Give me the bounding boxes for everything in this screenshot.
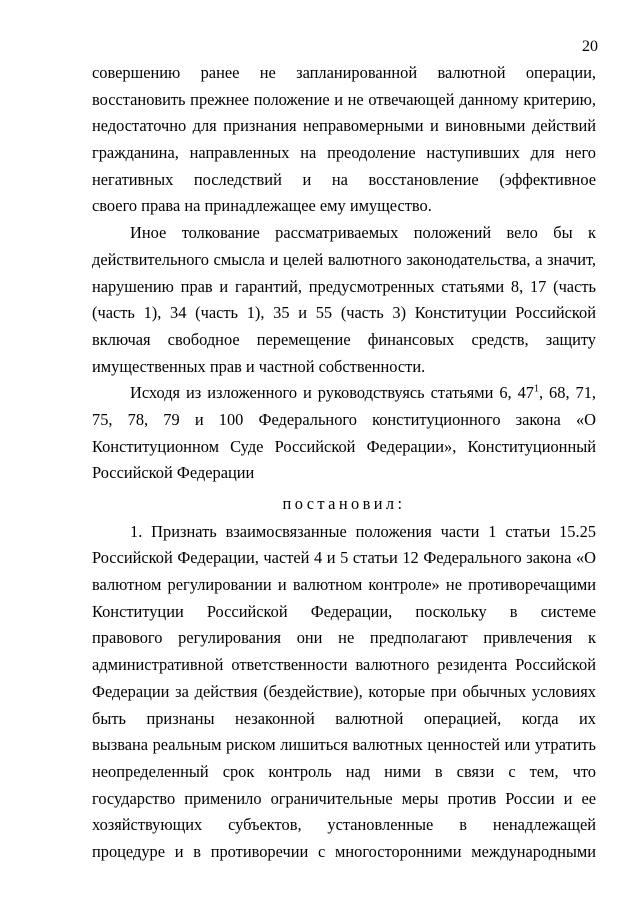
text-line: административной ответственности валютного резидента Российской	[92, 655, 596, 675]
text-line: своего права на принадлежащее ему имущество.	[92, 196, 432, 216]
text-line: валютном регулировании и валютном контроле» не противоречащими	[92, 575, 596, 595]
text-line: негативных последствий и на восстановление (эффективное	[92, 169, 596, 189]
text-line: недостаточно для признания неправомерными и виновными действий	[92, 116, 596, 136]
text-line: Конституции Российской Федерации, поскольку в системе	[92, 601, 596, 621]
text-line: имущественных прав и частной собственности.	[92, 356, 426, 376]
text-line: Российской Федерации, частей 4 и 5 статьи 12 Федерального закона «О	[92, 548, 596, 568]
text-line: действительного смысла и целей валютного законодательства, а значит,	[92, 249, 596, 269]
text-fragment: , 68, 71,	[539, 383, 596, 403]
text-line: быть признаны незаконной валютной операцией, когда их	[92, 708, 596, 728]
paragraph-basis	[92, 380, 596, 487]
text-line: (часть 1), 34 (часть 1), 35 и 55 (часть 3) Конституции Российской	[92, 303, 596, 323]
document-body	[92, 60, 596, 866]
text-line: процедуре и в противоречии с многосторонними международными	[92, 841, 596, 861]
text-line: Российской Федерации	[92, 463, 255, 483]
text-line: правового регулирования они не предполагают привлечения к	[92, 628, 596, 648]
text-line: восстановить прежнее положение и не отвечающей данному критерию,	[92, 89, 596, 109]
text-line: гражданина, направленных на преодоление наступивших для него	[92, 143, 596, 163]
text-line: Федерации за действия (бездействие), которые при обычных условиях	[92, 681, 596, 701]
text-line: включая свободное перемещение финансовых средств, защиту	[92, 329, 596, 349]
text-line: совершению ранее не запланированной валютной операции,	[92, 63, 596, 82]
text-line: 75, 78, 79 и 100 Федерального конституционного закона «О	[92, 409, 596, 429]
text-line: государство применило ограничительные меры против России и ее	[92, 788, 596, 808]
superscript: 1	[534, 383, 539, 395]
text-line	[92, 380, 596, 407]
text-line: Иное толкование рассматриваемых положений вело бы к	[130, 223, 596, 243]
text-line: хозяйствующих субъектов, установленные в ненадлежащей	[92, 815, 596, 835]
text-line: Конституционном Суде Российской Федерации», Конституционный	[92, 436, 596, 456]
page-number: 20	[582, 38, 598, 55]
resolution-heading: постановил:	[282, 494, 406, 513]
text-line: неопределенный срок контроль над ними в связи с тем, что	[92, 761, 596, 781]
text-line: 1. Признать взаимосвязанные положения части 1 статьи 15.25	[130, 521, 596, 541]
paragraph-interpretation	[92, 220, 596, 380]
text-line: вызвана реальным риском лишиться валютных ценностей или утратить	[92, 735, 596, 755]
text-line: нарушению прав и гарантий, предусмотренных статьями 8, 17 (часть	[92, 276, 596, 296]
paragraph-continuation	[92, 60, 596, 220]
paragraph-resolution-item-1	[92, 519, 596, 866]
text-fragment: Исходя из изложенного и руководствуясь статьями 6, 47	[130, 383, 534, 403]
